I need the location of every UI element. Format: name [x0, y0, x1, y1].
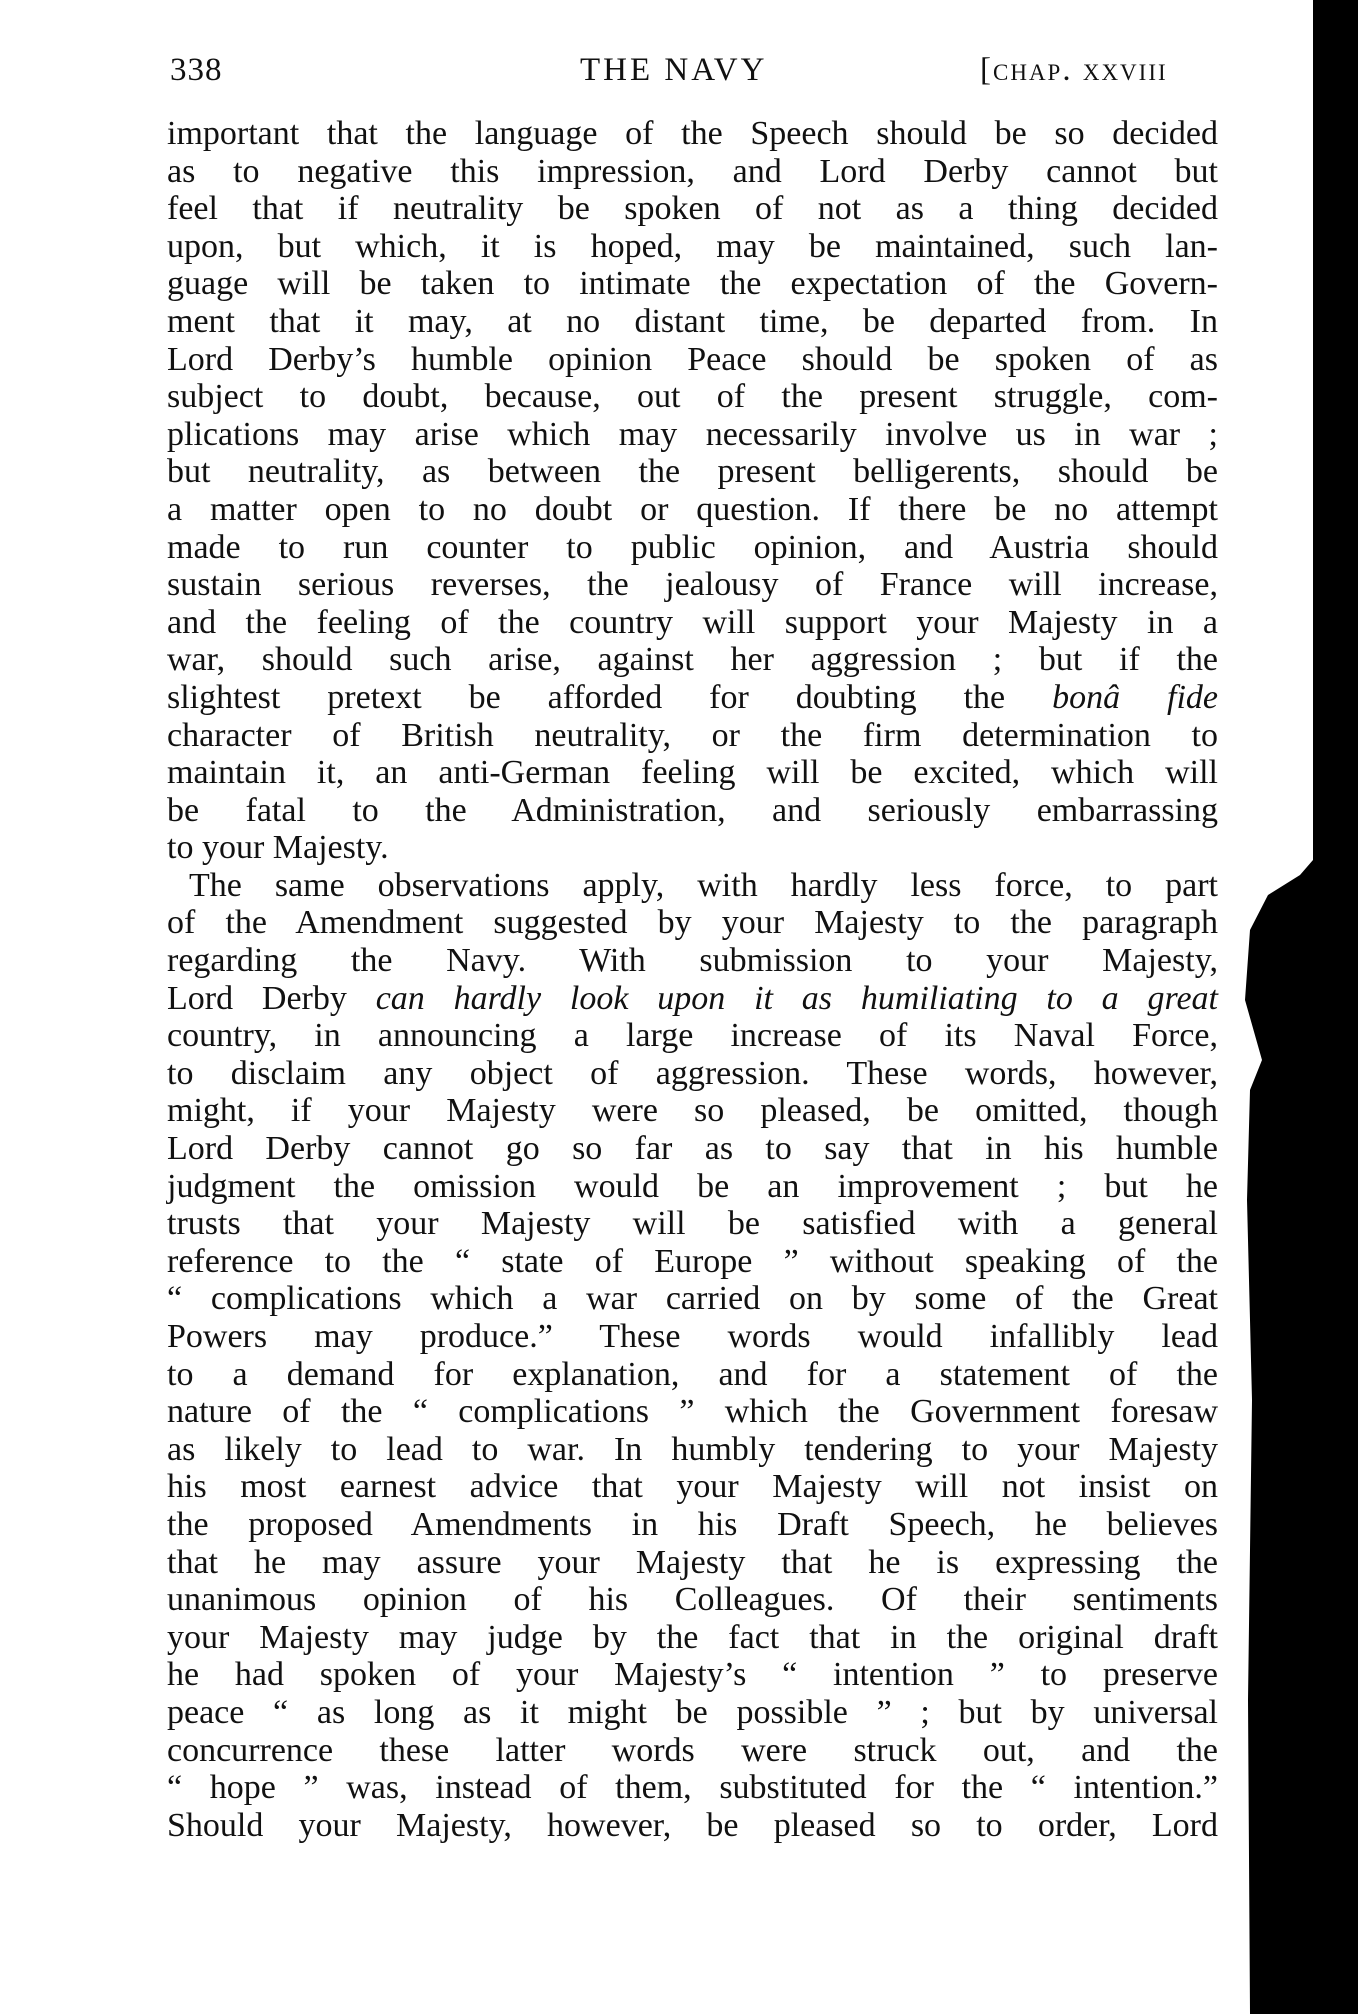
text-line [167, 980, 1218, 1018]
text-line: guage will be taken to intimate the expectation of the Govern- [167, 265, 1218, 303]
running-title: THE NAVY [580, 52, 768, 88]
text-segment: slightest pretext be afforded for doubting the [167, 678, 1053, 716]
text-line: your Majesty may judge by the fact that in the original draft [167, 1618, 1218, 1656]
text-line: to your Majesty. [167, 829, 389, 867]
text-line: unanimous opinion of his Colleagues. Of their sentiments [167, 1581, 1218, 1619]
text-line: trusts that your Majesty will be satisfied with a general [167, 1205, 1218, 1243]
page-number: 338 [170, 52, 223, 88]
text-line: might, if your Majesty were so pleased, be omitted, though [167, 1092, 1218, 1130]
text-line: concurrence these latter words were struck out, and the [167, 1731, 1218, 1769]
text-line: he had spoken of your Majesty’s “ intention ” to preserve [167, 1656, 1218, 1694]
text-line: but neutrality, as between the present belligerents, should be [167, 453, 1218, 491]
text-line: as to negative this impression, and Lord Derby cannot but [167, 152, 1218, 190]
text-line: the proposed Amendments in his Draft Speech, he believes [167, 1505, 1218, 1543]
text-line: of the Amendment suggested by your Majesty to the paragraph [167, 904, 1218, 942]
italic-text: can hardly look upon it as humiliating to a great [375, 979, 1218, 1017]
text-line: as likely to lead to war. In humbly tendering to your Majesty [167, 1430, 1218, 1468]
text-line: regarding the Navy. With submission to your Majesty, [167, 942, 1218, 980]
body-text [167, 115, 1218, 1844]
text-line: country, in announcing a large increase of its Naval Force, [167, 1017, 1218, 1055]
text-line: feel that if neutrality be spoken of not as a thing decided [167, 190, 1218, 228]
text-line: to a demand for explanation, and for a statement of the [167, 1355, 1218, 1393]
text-line: nature of the “ complications ” which the Government foresaw [167, 1393, 1218, 1431]
text-line: “ complications which a war carried on by some of the Great [167, 1280, 1218, 1318]
chapter-label: [chap. xxviii [980, 52, 1168, 88]
text-line: Lord Derby cannot go so far as to say that in his humble [167, 1130, 1218, 1168]
text-line: maintain it, an anti-German feeling will be excited, which will [167, 754, 1218, 792]
text-line: Powers may produce.” These words would infallibly lead [167, 1318, 1218, 1355]
text-line: plications may arise which may necessarily involve us in war ; [167, 415, 1218, 453]
text-line: reference to the “ state of Europe ” without speaking of the [167, 1242, 1218, 1280]
text-line: sustain serious reverses, the jealousy of France will increase, [167, 566, 1218, 604]
text-line: to disclaim any object of aggression. These words, however, [167, 1054, 1218, 1092]
text-line [167, 679, 1218, 717]
text-line: Should your Majesty, however, be pleased so to order, Lord [167, 1806, 1218, 1844]
text-line: Lord Derby’s humble opinion Peace should be spoken of as [167, 340, 1218, 378]
text-line: peace “ as long as it might be possible ” ; but by universal [167, 1693, 1218, 1731]
text-line: made to run counter to public opinion, and Austria should [167, 528, 1218, 566]
text-line: The same observations apply, with hardly less force, to part [189, 866, 1218, 904]
text-segment: Lord Derby [167, 979, 376, 1017]
italic-text: bonâ fide [1052, 678, 1219, 716]
text-line: and the feeling of the country will support your Majesty in a [167, 603, 1218, 641]
text-line: subject to doubt, because, out of the present struggle, com- [167, 378, 1218, 416]
text-line: judgment the omission would be an improvement ; but he [167, 1167, 1218, 1205]
text-line: upon, but which, it is hoped, may be maintained, such lan- [167, 227, 1218, 265]
text-line: his most earnest advice that your Majesty will not insist on [167, 1468, 1218, 1506]
text-line: war, should such arise, against her aggression ; but if the [167, 641, 1218, 679]
text-line: ment that it may, at no distant time, be departed from. In [167, 302, 1218, 340]
text-line: that he may assure your Majesty that he is expressing the [167, 1543, 1218, 1581]
text-line: a matter open to no doubt or question. If there be no attempt [167, 490, 1218, 528]
text-line: be fatal to the Administration, and seriously embarrassing [167, 791, 1218, 829]
text-line: “ hope ” was, instead of them, substituted for the “ intention.” [167, 1769, 1218, 1807]
text-line: character of British neutrality, or the firm determination to [167, 716, 1218, 754]
text-line: important that the language of the Speech should be so decided [167, 115, 1218, 152]
